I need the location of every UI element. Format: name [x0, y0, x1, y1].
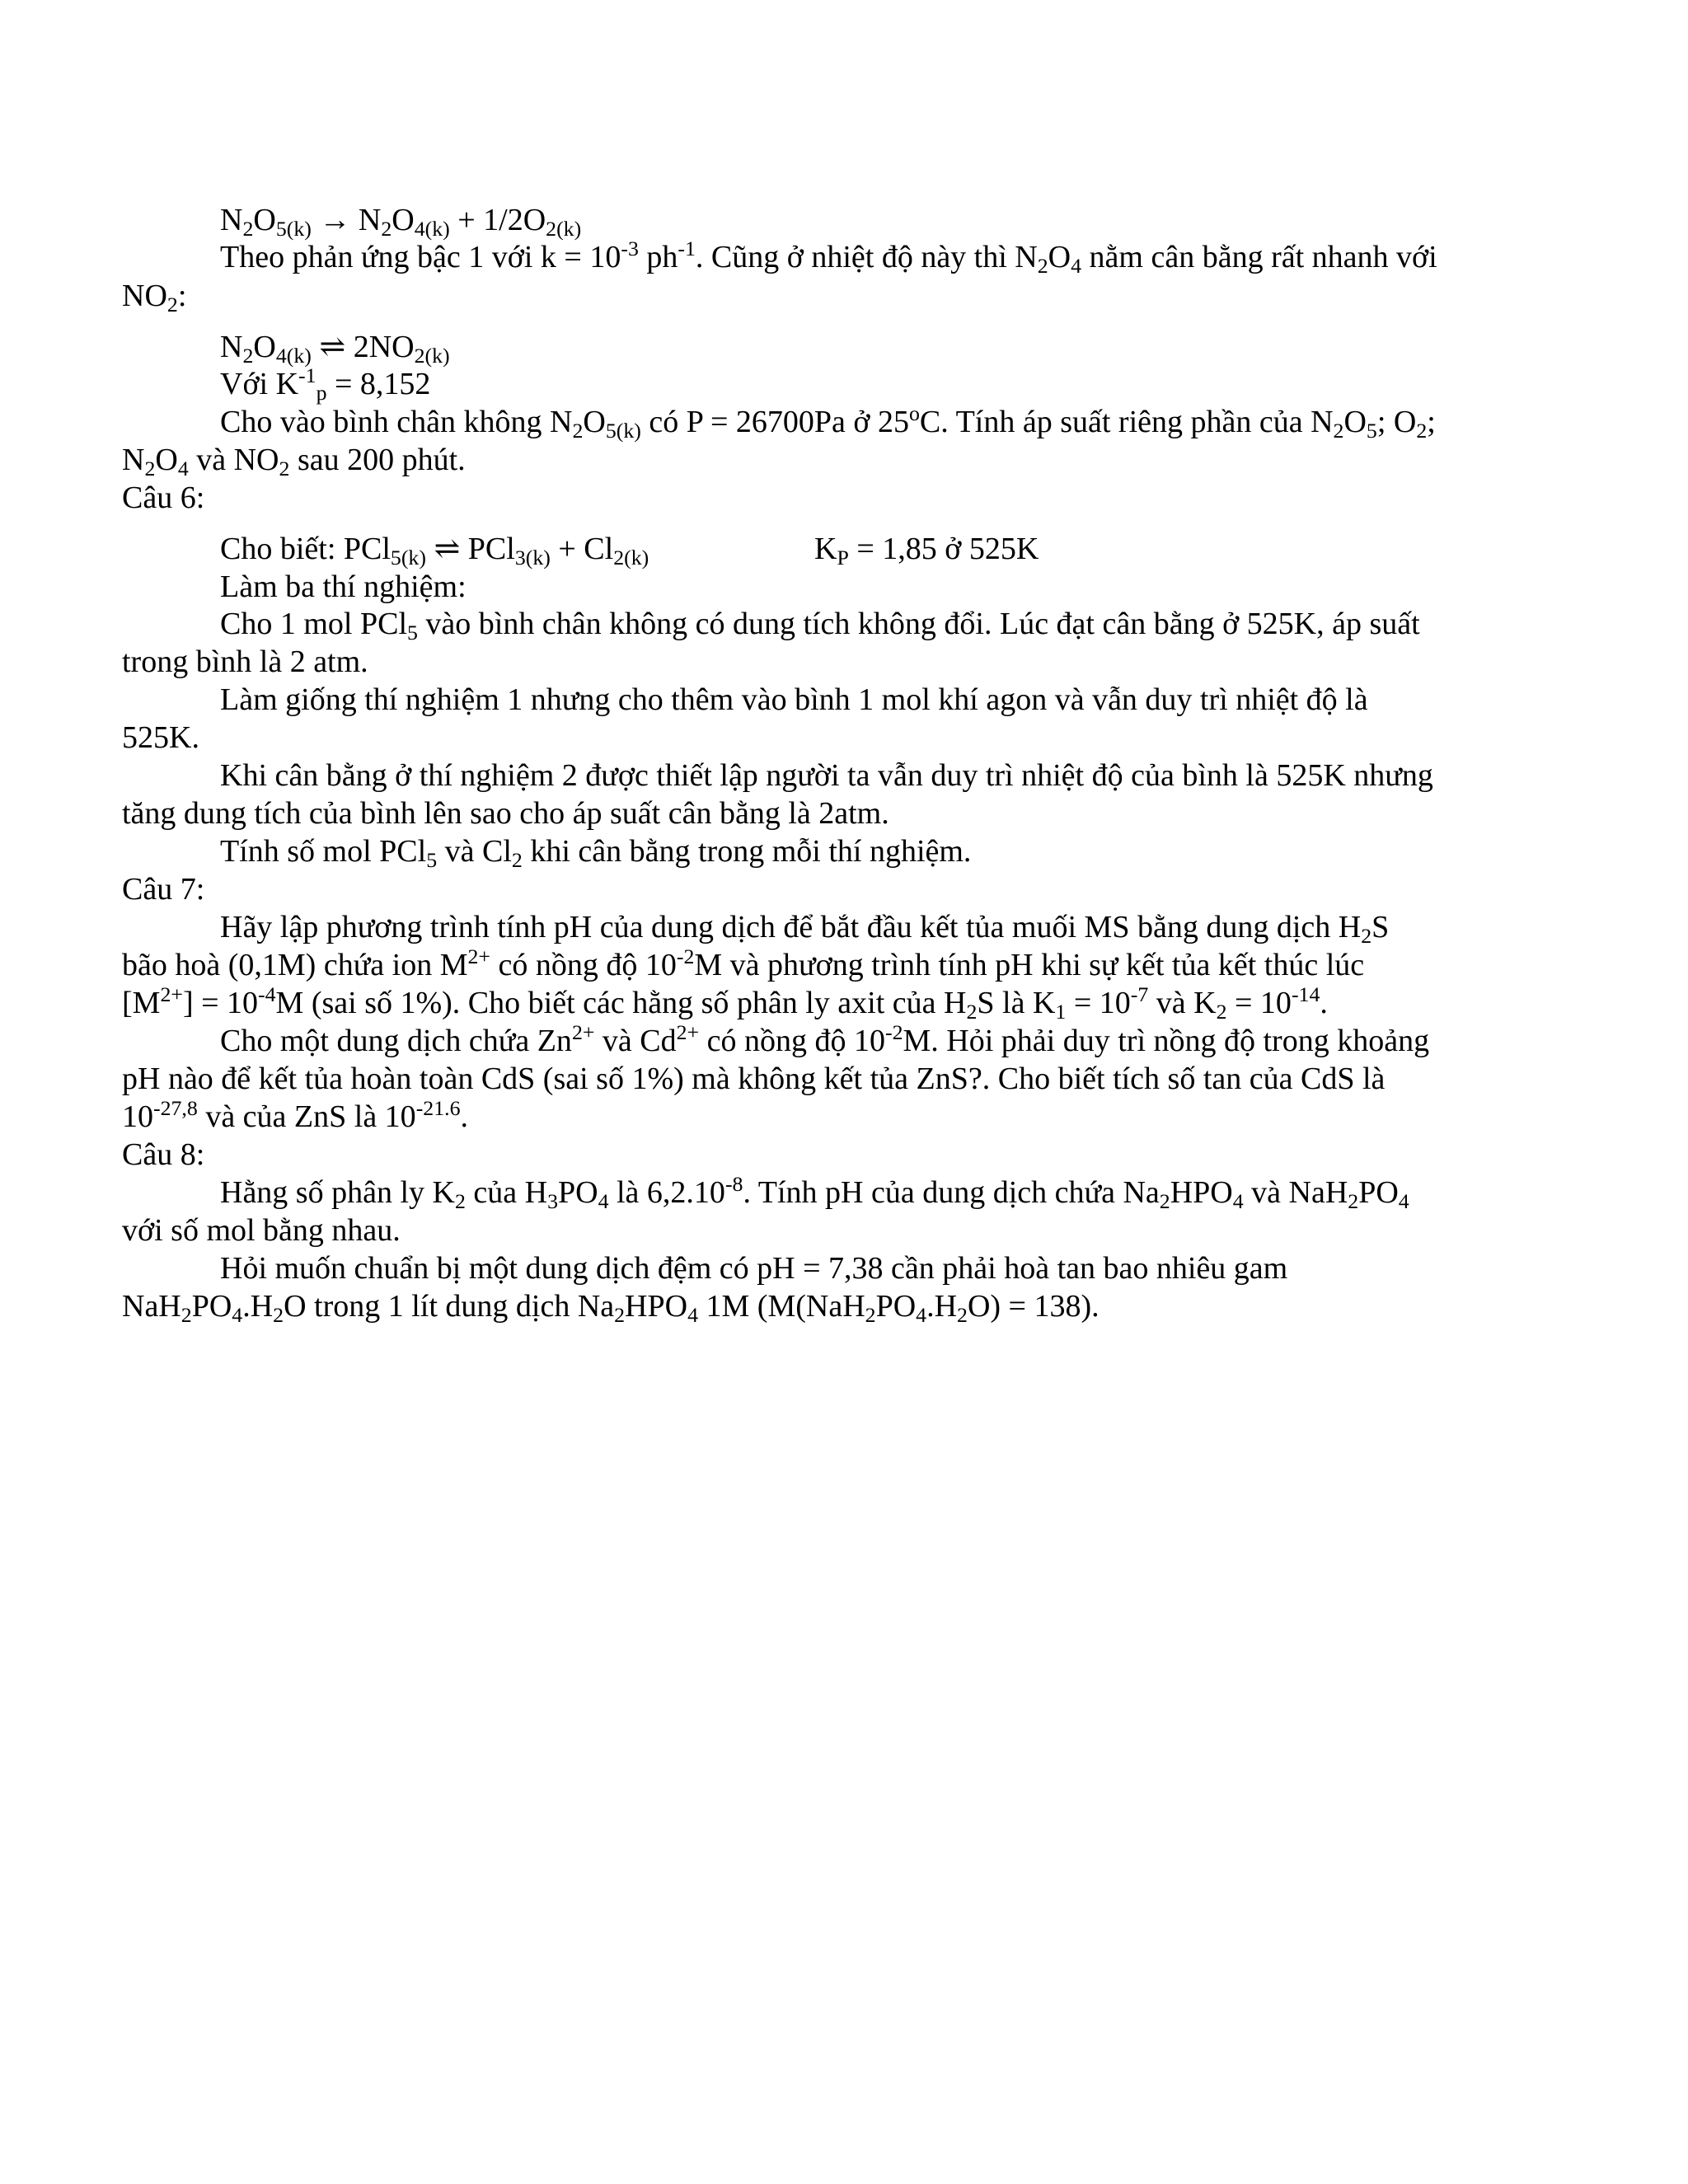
reaction-n2o4-equilibrium — [220, 328, 450, 366]
subscript: p — [316, 381, 327, 405]
text-run: . — [460, 1099, 468, 1134]
superscript: -1 — [298, 363, 316, 387]
text-run: PO — [191, 1289, 232, 1324]
text-run: Hằng số phân ly K — [220, 1175, 455, 1210]
text-run: khi cân bằng trong mỗi thí nghiệm. — [522, 834, 972, 869]
superscript: -27,8 — [153, 1095, 198, 1120]
text-run: M. Hỏi phải duy trì nồng độ trong khoảng — [903, 1024, 1430, 1058]
paragraph-line — [220, 908, 1390, 949]
subscript: 4 — [177, 457, 189, 481]
subscript: 5(k) — [605, 419, 641, 443]
text-run: pH nào để kết tủa hoàn toàn CdS (sai số 1%) mà không kết tủa ZnS?. Cho biết tích số tan của CdS là — [122, 1062, 1386, 1096]
superscript: -14 — [1291, 982, 1320, 1006]
text-run: ⇌ PCl — [425, 532, 515, 566]
text-run: có nồng độ 10 — [699, 1024, 885, 1058]
superscript: 2+ — [160, 982, 183, 1006]
subscript: 2 — [1361, 924, 1372, 949]
text-run: = 10 — [1226, 986, 1292, 1020]
text-run: trong bình là 2 atm. — [122, 644, 368, 679]
text-run: ph — [638, 240, 678, 274]
superscript: 2+ — [467, 944, 490, 968]
subscript: 4(k) — [275, 344, 312, 368]
subscript: 5 — [1366, 419, 1377, 443]
text-run: bão hoà (0,1M) chứa ion M — [122, 948, 468, 982]
paragraph-line — [220, 236, 1437, 279]
subscript: 2 — [279, 457, 290, 481]
paragraph-line — [220, 403, 1436, 441]
text-run: Làm giống thí nghiệm 1 nhưng cho thêm vào bình 1 mol khí agon và vẫn duy trì nhiệt độ là — [220, 682, 1368, 717]
subscript: 2 — [242, 344, 254, 368]
superscript: -2 — [676, 944, 695, 968]
subscript: 4 — [232, 1303, 243, 1328]
text-run: .H — [926, 1289, 958, 1324]
paragraph-line — [122, 719, 199, 757]
text-run: NaH — [122, 1289, 181, 1324]
text-run: Hỏi muốn chuẩn bị một dung dịch đệm có pH = 7,38 cần phải hoà tan bao nhiêu gam — [220, 1251, 1288, 1286]
subscript: 2 — [865, 1303, 876, 1328]
text-run: Với K — [220, 367, 299, 401]
paragraph-line — [122, 946, 1364, 984]
superscript: -4 — [258, 982, 276, 1006]
subscript: 3 — [547, 1189, 558, 1214]
superscript: 2+ — [676, 1019, 700, 1044]
subscript: 5(k) — [390, 546, 426, 570]
subscript: 4 — [1232, 1189, 1244, 1214]
text-run: . Tính pH của dung dịch chứa Na — [743, 1175, 1160, 1210]
text-run: + 1/2O — [449, 203, 546, 237]
paragraph-line — [122, 1060, 1385, 1098]
question-heading-6 — [122, 479, 204, 517]
text-run: và NO — [188, 443, 279, 477]
text-run: Theo phản ứng bậc 1 với k = 10 — [220, 240, 621, 274]
equilibrium-constant — [814, 530, 1039, 568]
text-run: Cho biết: PCl — [220, 532, 391, 566]
subscript: 4 — [598, 1189, 609, 1214]
text-run: = 1,85 ở 525K — [848, 532, 1039, 566]
text-run: + Cl — [550, 532, 614, 566]
subscript: 2 — [273, 1303, 284, 1328]
text-run: : — [177, 279, 187, 313]
text-run: [M — [122, 986, 161, 1020]
text-run: ; O — [1376, 405, 1417, 439]
subscript: 5 — [426, 848, 438, 873]
paragraph-line — [220, 681, 1368, 719]
subscript: 4 — [687, 1303, 698, 1328]
text-run: M và phương trình tính pH khi sự kết tủa kết thúc lúc — [694, 948, 1365, 982]
subscript: 2 — [1037, 254, 1048, 279]
subscript: 2 — [454, 1189, 466, 1214]
text-run: và K — [1148, 986, 1217, 1020]
text-run: ; — [1427, 405, 1436, 439]
subscript: 1 — [1055, 1000, 1067, 1024]
superscript: o — [908, 401, 920, 425]
text-run: Khi cân bằng ở thí nghiệm 2 được thiết lập người ta vẫn duy trì nhiệt độ của bình là 525K nhưng — [220, 758, 1433, 793]
text-run: N — [220, 330, 243, 364]
subscript: 2(k) — [414, 344, 450, 368]
paragraph-line — [122, 277, 186, 315]
question-heading-7 — [122, 870, 204, 908]
subscript: 2 — [1348, 1189, 1359, 1214]
text-run: O — [253, 203, 276, 237]
subscript: 4 — [1398, 1189, 1409, 1214]
text-run: và của ZnS là 10 — [197, 1099, 416, 1134]
text-run: sau 200 phút. — [289, 443, 466, 477]
text-run: Cho một dung dịch chứa Zn — [220, 1024, 572, 1058]
subscript: 2 — [966, 1000, 978, 1024]
subscript: 2 — [614, 1303, 626, 1328]
superscript: -1 — [678, 236, 696, 260]
text-run: Cho 1 mol PCl — [220, 607, 407, 641]
text-run: K — [814, 532, 837, 566]
text-run: O — [253, 330, 276, 364]
paragraph-line — [220, 1249, 1287, 1287]
subscript: 4(k) — [414, 217, 450, 241]
paragraph-line — [122, 1095, 468, 1136]
text-run: O — [583, 405, 606, 439]
superscript: -7 — [1130, 982, 1149, 1006]
subscript: 2 — [144, 457, 156, 481]
text-run: HPO — [625, 1289, 688, 1324]
text-run: HPO — [1170, 1175, 1233, 1210]
text-run: 525K. — [122, 720, 199, 755]
reaction-n2o5-decomposition — [220, 201, 581, 239]
text-run: 1M (M(NaH — [698, 1289, 865, 1324]
text-run: PO — [558, 1175, 598, 1210]
paragraph-line — [122, 441, 466, 479]
text-run: PO — [875, 1289, 917, 1324]
text-run: N — [122, 443, 145, 477]
superscript: -3 — [621, 236, 639, 260]
text-run: NO — [122, 279, 167, 313]
subscript: 2 — [572, 419, 584, 443]
paragraph-line — [220, 1019, 1430, 1060]
text-run: 10 — [122, 1099, 153, 1134]
text-run: tăng dung tích của bình lên sao cho áp suất cân bằng là 2atm. — [122, 796, 889, 831]
paragraph-line — [122, 1212, 401, 1249]
text-run: → N — [311, 203, 382, 237]
text-run: O trong 1 lít dung dịch Na — [284, 1289, 615, 1324]
subscript: 2 — [1416, 419, 1428, 443]
paragraph-line — [122, 1287, 1100, 1328]
subscript: 2 — [1333, 419, 1344, 443]
text-run: và Cd — [594, 1024, 677, 1058]
text-run: O — [155, 443, 178, 477]
paragraph-line — [220, 757, 1433, 794]
text-run: = 8,152 — [326, 367, 431, 401]
text-run: M (sai số 1%). Cho biết các hằng số phân ly axit của H — [275, 986, 967, 1020]
text-run: C. Tính áp suất riêng phần của N — [919, 405, 1334, 439]
text-run: Làm ba thí nghiệm: — [220, 569, 467, 604]
paragraph-line — [220, 568, 467, 606]
text-run: Câu 8: — [122, 1137, 205, 1172]
text-run: = 10 — [1066, 986, 1131, 1020]
subscript: 2 — [381, 217, 392, 241]
text-run: có nồng độ 10 — [490, 948, 677, 982]
text-run: của H — [465, 1175, 548, 1210]
text-run: và NaH — [1243, 1175, 1348, 1210]
text-run: Câu 7: — [122, 872, 205, 907]
text-run: nằm cân bằng rất nhanh với — [1081, 240, 1437, 274]
text-run: vào bình chân không có dung tích không đổi. Lúc đạt cân bằng ở 525K, áp suất — [417, 607, 1420, 641]
text-run: N — [220, 203, 243, 237]
text-run: Hãy lập phương trình tính pH của dung dịch để bắt đầu kết tủa muối MS bằng dung dịch H — [220, 910, 1362, 944]
subscript: 2 — [957, 1303, 968, 1328]
text-run: và Cl — [437, 834, 512, 869]
superscript: -8 — [724, 1171, 743, 1196]
subscript: P — [837, 546, 849, 570]
superscript: 2+ — [571, 1019, 595, 1044]
text-run: . — [1320, 986, 1328, 1020]
subscript: 2 — [181, 1303, 192, 1328]
text-run: Câu 6: — [122, 480, 205, 515]
subscript: 2(k) — [546, 217, 582, 241]
subscript: 2 — [511, 848, 523, 873]
subscript: 2 — [1159, 1189, 1170, 1214]
text-run: PO — [1358, 1175, 1399, 1210]
subscript: 3(k) — [514, 546, 551, 570]
subscript: 4 — [1071, 254, 1082, 279]
subscript: 4 — [916, 1303, 927, 1328]
question-heading-8 — [122, 1136, 204, 1174]
paragraph-line — [122, 794, 889, 832]
text-run: ⇌ 2NO — [311, 330, 415, 364]
text-run: ] = 10 — [182, 986, 259, 1020]
text-run: S là K — [977, 986, 1056, 1020]
text-run: có P = 26700Pa ở 25 — [640, 405, 909, 439]
paragraph-line — [220, 605, 1420, 643]
subscript: 2 — [242, 217, 254, 241]
subscript: 2(k) — [613, 546, 649, 570]
text-run: với số mol bằng nhau. — [122, 1213, 401, 1248]
text-run: O — [392, 203, 415, 237]
text-run: S — [1372, 910, 1390, 944]
superscript: -21.6 — [415, 1095, 461, 1120]
text-run: O — [1343, 405, 1367, 439]
text-run: .H — [242, 1289, 274, 1324]
paragraph-line — [122, 984, 1328, 1022]
paragraph-line — [122, 643, 368, 681]
subscript: 2 — [166, 293, 178, 317]
equilibrium-constant — [220, 365, 430, 403]
subscript: 2 — [1216, 1000, 1227, 1024]
text-run: . Cũng ở nhiệt độ này thì N — [695, 240, 1038, 274]
text-run: Cho vào bình chân không N — [220, 405, 573, 439]
subscript: 5 — [407, 621, 418, 645]
text-run: Tính số mol PCl — [220, 834, 427, 869]
text-run: O) = 138). — [967, 1289, 1100, 1324]
paragraph-line — [220, 1171, 1409, 1214]
text-run: là 6,2.10 — [608, 1175, 725, 1210]
subscript: 5(k) — [275, 217, 312, 241]
reaction-pcl5-equilibrium — [220, 530, 649, 568]
superscript: -2 — [885, 1019, 903, 1044]
text-run: O — [1048, 240, 1071, 274]
paragraph-line — [220, 832, 972, 873]
